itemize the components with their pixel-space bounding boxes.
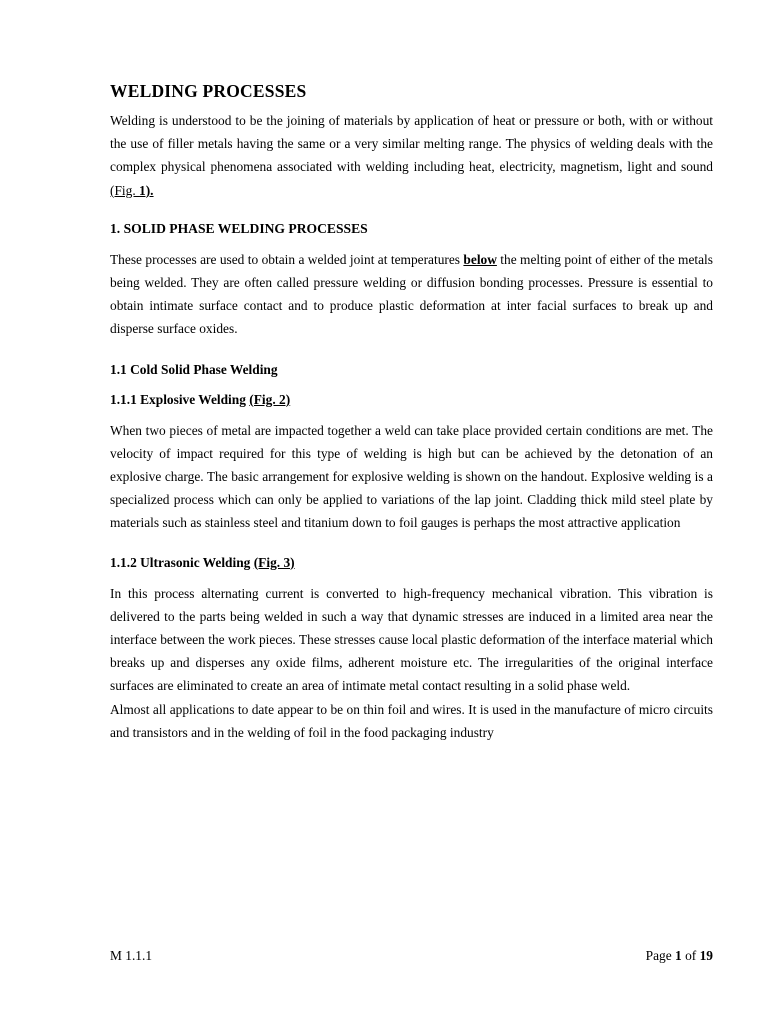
ultrasonic-welding-paragraph-1: In this process alternating current is converted to high-frequency mechanical vibration. This vibration is delivered to the parts being welded in such a way that dynamic stresses are induced in a limited area near the interface between the work pieces. These stresses cause local plastic deformation of the interface material which breaks up and disperses any oxide films, adherent moisture etc. The irregularities of the original interface surfaces are eliminated to create an area of intimate metal contact resulting in a solid phase weld.: [110, 585, 713, 694]
current-page: 1: [675, 948, 682, 963]
fig-1-reference[interactable]: [110, 183, 154, 198]
explosive-welding-paragraph: When two pieces of metal are impacted together a weld can take place provided certain conditions are met. The velocity of impact required for this type of welding is high but can be achieved by the detonation of an explosive charge. The basic arrangement for explosive welding is shown on the handout. Explosive welding is a specialized process which can only be applied to variations of the lap joint. Cladding thick mild steel plate by materials such as stainless steel and titanium down to foil gauges is perhaps the most attractive application: [110, 422, 713, 531]
ultrasonic-welding-paragraph-2: Almost all applications to date appear to be on thin foil and wires. It is used in the manufacture of micro circuits and transistors and in the welding of foil in the food packaging industry: [110, 701, 713, 740]
total-pages: 19: [699, 948, 713, 963]
section-1-text-b: the melting point of either of the metals being welded. They are often called pressure welding or diffusion bonding processes. Pressure is essential to obtain intimate surface contact and to produce plastic deformation at inter facial surfaces to break up and disperse surface oxides.: [110, 251, 713, 337]
document-title: WELDING PROCESSES: [110, 81, 307, 101]
section-1-heading: 1. SOLID PHASE WELDING PROCESSES: [110, 220, 368, 236]
fig-2-reference[interactable]: (Fig. 2): [249, 391, 291, 407]
intro-text: Welding is understood to be the joining of materials by application of heat or pressure or both, with or without the use of filler metals having the same or a very similar melting range. The physics of welding deals with the complex physical phenomena associated with welding including heat, electricity, magnetism, light and sound: [110, 113, 713, 175]
below-emphasis: below: [463, 251, 497, 267]
section-1-1-1-heading-text: 1.1.1 Explosive Welding: [110, 391, 250, 407]
page-number: [646, 947, 713, 965]
section-1-1-2-heading-text: 1.1.2 Ultrasonic Welding: [110, 554, 254, 570]
document-code: M 1.1.1: [110, 948, 153, 963]
page-label: Page: [645, 948, 676, 963]
section-1-1-2-heading: [110, 553, 713, 573]
fig-1-number: 1).: [139, 182, 154, 198]
section-1-1-1-heading: [110, 390, 713, 410]
section-1-text-a: These processes are used to obtain a welded joint at temperatures: [110, 251, 464, 267]
page-content: [110, 80, 713, 744]
of-label: of: [681, 948, 700, 963]
section-1-1-heading: 1.1 Cold Solid Phase Welding: [110, 361, 278, 377]
fig-3-reference[interactable]: (Fig. 3): [253, 554, 295, 570]
fig-1-open: (Fig.: [110, 182, 140, 198]
section-1-paragraph: [110, 248, 713, 341]
intro-paragraph: [110, 109, 713, 202]
